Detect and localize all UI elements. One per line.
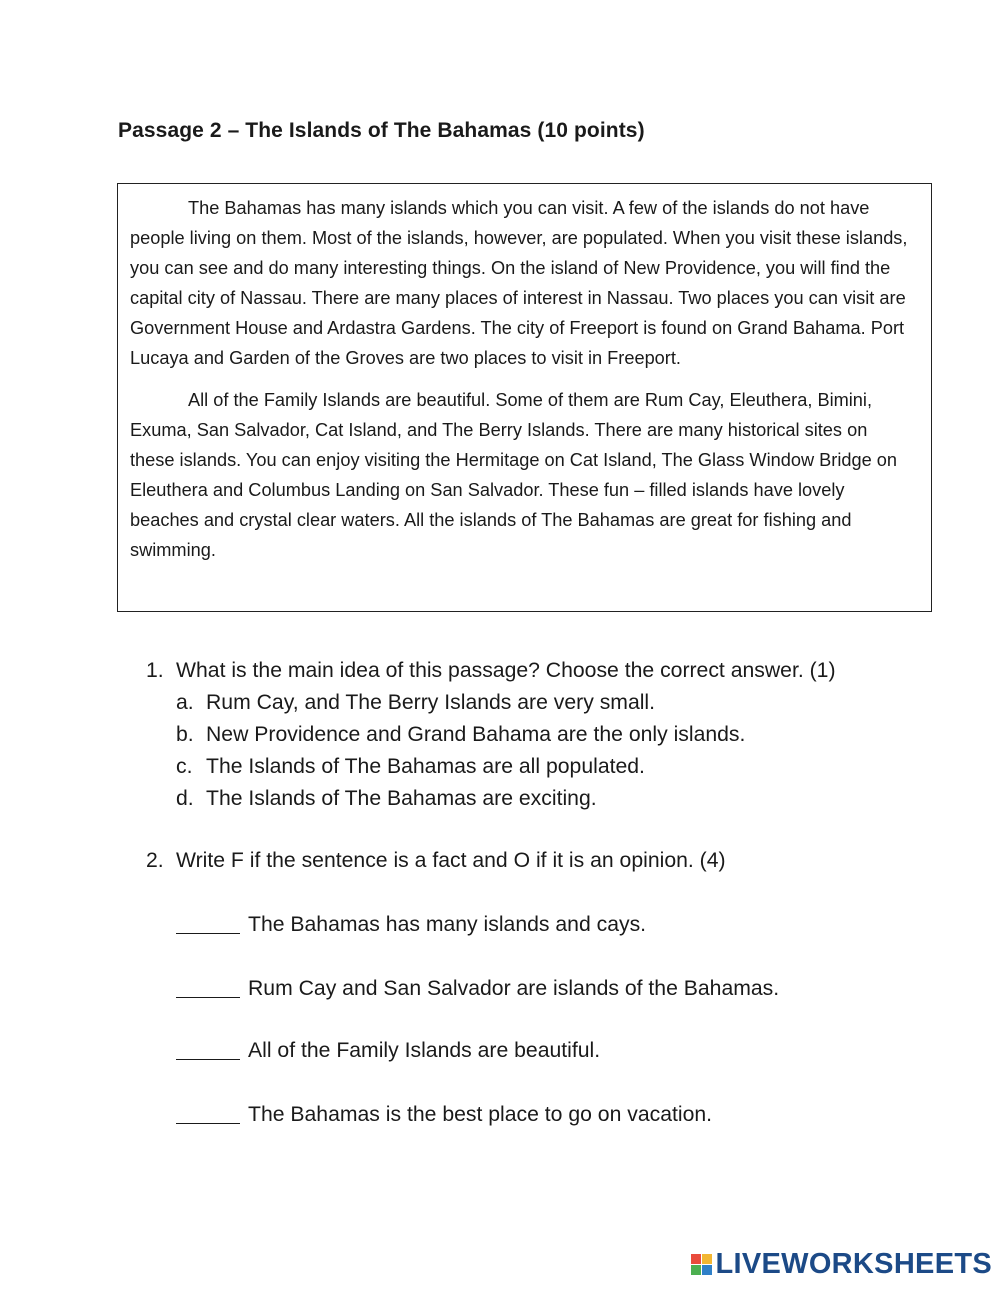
logo-square-2 [702,1254,712,1264]
question-2-text: Write F if the sentence is a fact and O if it is an opinion. (4) [176,849,726,872]
passage-box [117,183,932,612]
question-2-number: 2. [146,849,164,872]
question-1 [146,655,926,687]
option-c-letter: c. [176,755,193,778]
question-1-text: What is the main idea of this passage? Choose the correct answer. (1) [176,659,836,682]
answer-blank-3[interactable] [176,1035,240,1060]
option-d-text: The Islands of The Bahamas are exciting. [206,787,597,810]
passage-paragraph-2: All of the Family Islands are beautiful. Some of them are Rum Cay, Eleuthera, Bimini, Exuma, San Salvador, Cat Island, and The Berry Islands. There are many historical sites on these islands. You can enjoy visiting the Hermitage on Cat Island, The Glass Window Bridge on Eleuthera and Columbus Landing on San Salvador. These fun – filled islands have lovely beaches and crystal clear waters. All the islands of The Bahamas are great for fishing and swimming. [130,390,897,560]
statement-3: All of the Family Islands are beautiful. [248,1039,601,1062]
logo-text: LIVEWORKSHEETS [715,1248,992,1280]
option-c[interactable] [176,751,926,783]
answer-blank-4[interactable] [176,1099,240,1124]
option-c-text: The Islands of The Bahamas are all populated. [206,755,645,778]
option-b-text: New Providence and Grand Bahama are the only islands. [206,723,746,746]
statement-2: Rum Cay and San Salvador are islands of the Bahamas. [248,977,780,1000]
statement-1: The Bahamas has many islands and cays. [248,913,647,936]
question-1-number: 1. [146,659,164,682]
option-a-letter: a. [176,691,194,714]
logo-square-1 [691,1254,701,1264]
liveworksheets-logo [691,1248,993,1281]
answer-blank-1[interactable] [176,909,240,934]
fact-opinion-row-3 [176,1035,926,1067]
logo-square-4 [702,1265,712,1275]
option-a-text: Rum Cay, and The Berry Islands are very small. [206,691,656,714]
option-b[interactable] [176,719,926,751]
passage-paragraph-1: The Bahamas has many islands which you can visit. A few of the islands do not have people living on them. Most of the islands, however, are populated. When you visit these islands, you can see and do many interesting things. On the island of New Providence, you will find the capital city of Nassau. There are many places of interest in Nassau. Two places you can visit are Government House and Ardastra Gardens. The city of Freeport is found on Grand Bahama. Port Lucaya and Garden of the Groves are two places to visit in Freeport. [130,198,908,368]
option-b-letter: b. [176,723,194,746]
fact-opinion-row-2 [176,973,926,1005]
worksheet-title: Passage 2 – The Islands of The Bahamas (10 points) [118,119,645,142]
fact-opinion-row-4 [176,1099,926,1131]
option-d[interactable] [176,783,926,815]
fact-opinion-row-1 [176,909,926,941]
questions [146,655,926,1131]
statement-4: The Bahamas is the best place to go on vacation. [248,1103,713,1126]
logo-icon [691,1254,712,1275]
logo-square-3 [691,1265,701,1275]
answer-blank-2[interactable] [176,973,240,998]
option-d-letter: d. [176,787,194,810]
question-2 [146,845,926,877]
option-a[interactable] [176,687,926,719]
